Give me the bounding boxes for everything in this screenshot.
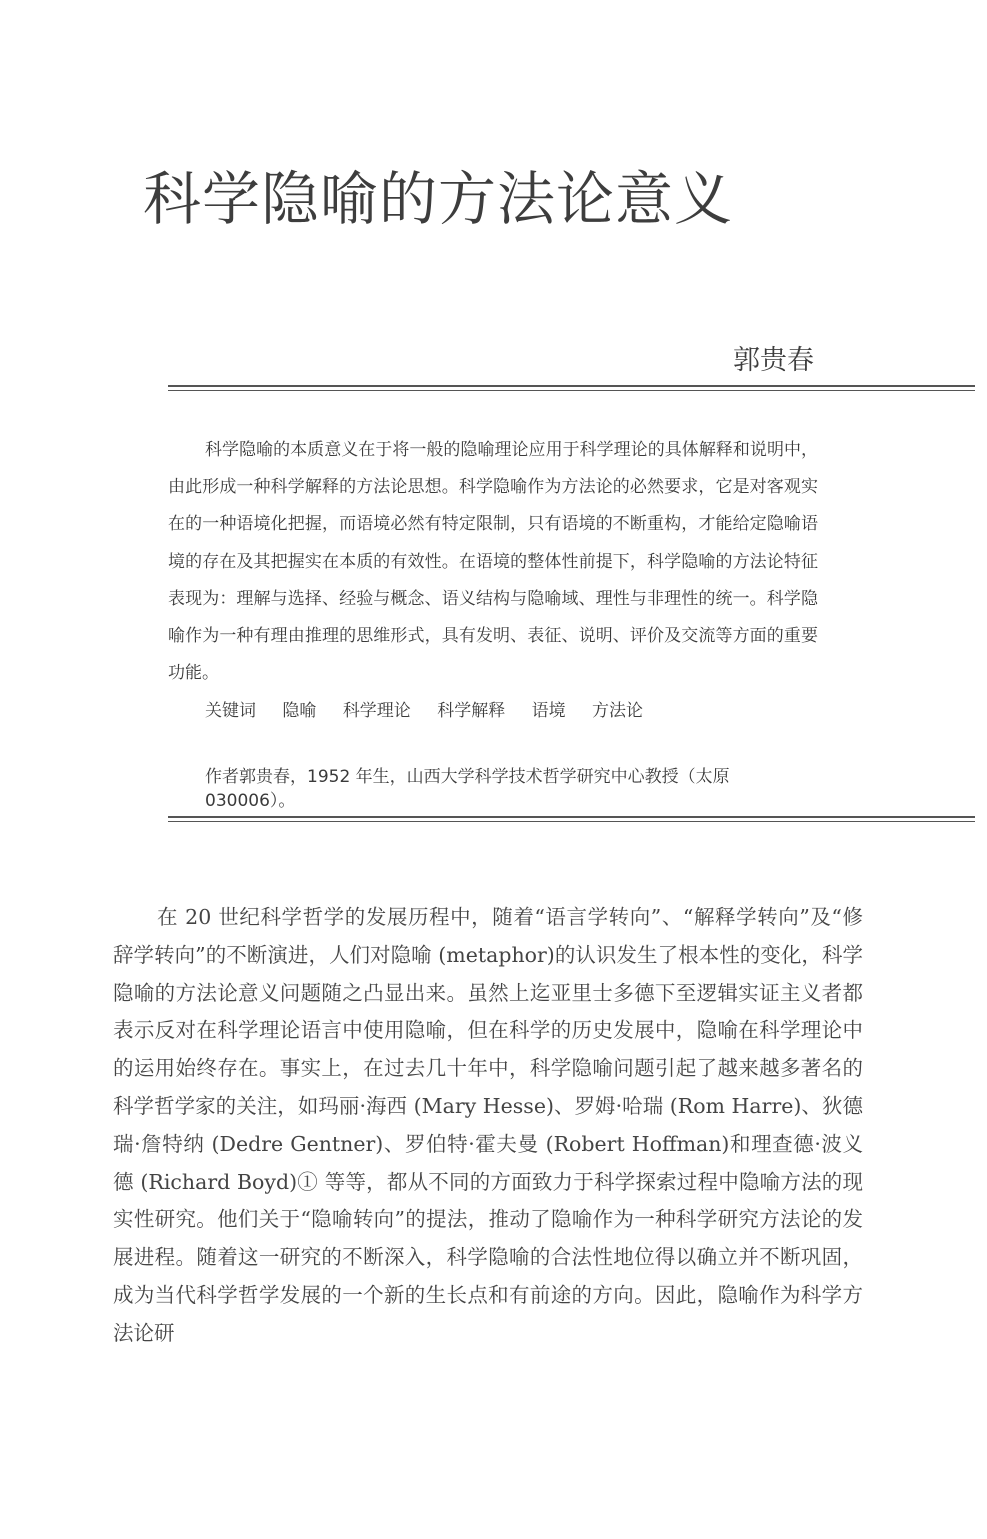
abstract-text: 科学隐喻的本质意义在于将一般的隐喻理论应用于科学理论的具体解释和说明中，由此形成一种科学解释的方法论思想。科学隐喻作为方法论的必然要求，它是对客观实在的一种语境化把握，而语境必然有特定限制，只有语境的不断重构，才能给定隐喻语境的存在及其把握实在本质的有效性。在语境的整体性前提下，科学隐喻的方法论特征表现为：理解与选择、经验与概念、语义结构与隐喻域、理性与非理性的统一。科学隐喻作为一种有理由推理的思维形式，具有发明、表征、说明、评价及交流等方面的重要功能。	[168, 440, 818, 684]
abstract-top-divider	[168, 385, 975, 391]
author-note: 作者郭贵春，1952 年生，山西大学科学技术哲学研究中心教授（太原 030006）。	[205, 767, 730, 811]
keyword: 科学理论	[342, 701, 411, 721]
abstract-bottom-divider	[168, 816, 975, 822]
keyword: 隐喻	[282, 701, 317, 721]
keyword: 科学解释	[437, 701, 506, 721]
keywords-line	[205, 696, 664, 721]
article-author: 郭贵春	[733, 345, 814, 376]
article-title: 科学隐喻的方法论意义	[143, 165, 734, 233]
body-paragraph: 在 20 世纪科学哲学的发展历程中，随着“语言学转向”、“解释学转向”及“修辞学转向”的不断演进，人们对隐喻 (metaphor)的认识发生了根本性的变化，科学隐喻的方法论意义问题随之凸显出来。虽然上迄亚里士多德下至逻辑实证主义者都表示反对在科学理论语言中使用隐喻，但在科学的历史发展中，隐喻在科学理论中的运用始终存在。事实上，在过去几十年中，科学隐喻问题引起了越来越多著名的科学哲学家的关注，如玛丽·海西 (Mary Hesse)、罗姆·哈瑞 (Rom Harre)、狄德瑞·詹特纳 (Dedre Gentner)、罗伯特·霍夫曼 (Robert Hoffman)和理查德·波义德 (Richard Boyd)① 等等，都从不同的方面致力于科学探索过程中隐喻方法的现实性研究。他们关于“隐喻转向”的提法，推动了隐喻作为一种科学研究方法论的发展进程。随着这一研究的不断深入，科学隐喻的合法性地位得以确立并不断巩固，成为当代科学哲学发展的一个新的生长点和有前途的方向。因此，隐喻作为科学方法论研	[113, 905, 863, 1345]
keywords-label: 关键词	[205, 701, 256, 721]
keyword: 语境	[531, 701, 566, 721]
keyword: 方法论	[592, 701, 644, 721]
